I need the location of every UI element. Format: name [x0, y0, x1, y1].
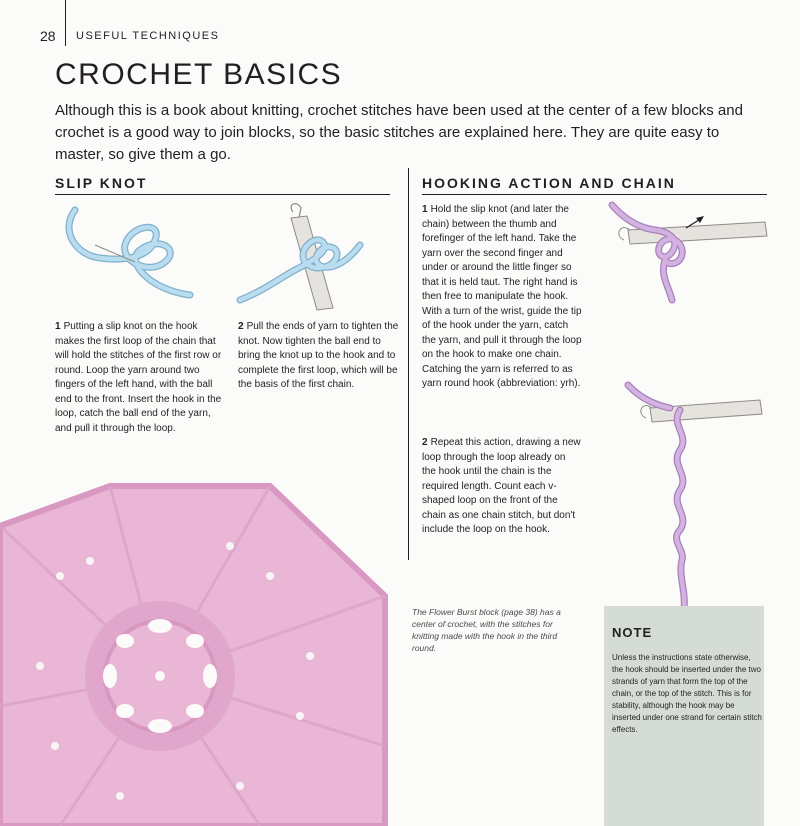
section-label: USEFUL TECHNIQUES	[76, 30, 220, 42]
page-title: CROCHET BASICS	[55, 58, 343, 91]
flower-burst-block-photo	[0, 486, 400, 826]
column-divider	[408, 168, 409, 560]
hooking-step-1	[422, 203, 582, 392]
hooking-heading: HOOKING ACTION AND CHAIN	[422, 175, 676, 191]
step-text: Repeat this action, drawing a new loop through the loop already on the hook until the chain is the required length. Count each v-shaped loop on the front of the chain as one chain stitch, but don't include the loop on the hook.	[422, 437, 581, 535]
intro-paragraph: Although this is a book about knitting, crochet stitches have been used at the center of a few blocks and crochet is a good way to join blocks, so the basic stitches are explained here. They are quite easy to master, so give them a go.	[55, 102, 743, 163]
step-text: Hold the slip knot (and later the chain) between the thumb and forefinger of the left hand. Take the yarn over the second finger and under or around the little finger so that it is held taut. The right hand is then free to manipulate the hook. With a turn of the wrist, guide the tip of the hook under the yarn, catch the yarn, and pull it through the loop on the hook to make one chain. Catching the yarn is referred to as yarn round hook (abbreviation: yrh).	[422, 204, 582, 389]
step-text: Pull the ends of yarn to tighten the knot. Now tighten the ball end to bring the knot up to the hook and to complete the first loop, which will be the basis of the first chain.	[238, 321, 399, 390]
hooking-illustration-1	[600, 200, 770, 310]
slip-knot-illustration-2	[235, 200, 375, 310]
hooking-step-2	[422, 436, 582, 538]
header-divider	[65, 0, 66, 46]
slip-knot-illustration-1	[55, 200, 215, 310]
step-number: 2	[238, 321, 244, 332]
slip-knot-rule	[55, 194, 390, 195]
step-number: 1	[55, 321, 61, 332]
note-text: Unless the instructions state otherwise, the hook should be inserted under the two strands of yarn that form the top of the chain, or the top of the stitch. This is for stability, although the hook may be inserted under one strand for certain stitch effects.	[612, 653, 762, 734]
page-number: 28	[40, 28, 56, 44]
photo-caption: The Flower Burst block (page 38) has a center of crochet, with the stitches for knitting made with the hook in the third round.	[412, 607, 561, 653]
note-title: NOTE	[612, 625, 653, 640]
slip-knot-heading: SLIP KNOT	[55, 175, 148, 191]
hooking-rule	[422, 194, 767, 195]
step-number: 1	[422, 204, 428, 215]
step-text: Putting a slip knot on the hook makes the first loop of the chain that will hold the stitches of the first row or round. Loop the yarn around two fingers of the left hand, with the ball end to the front. Insert the hook in the loop, catch the ball end of the yarn, and pull it through the loop.	[55, 321, 222, 434]
step-number: 2	[422, 437, 428, 448]
slip-knot-step-1	[55, 320, 225, 436]
hooking-illustration-2	[620, 380, 770, 620]
slip-knot-step-2	[238, 320, 403, 393]
